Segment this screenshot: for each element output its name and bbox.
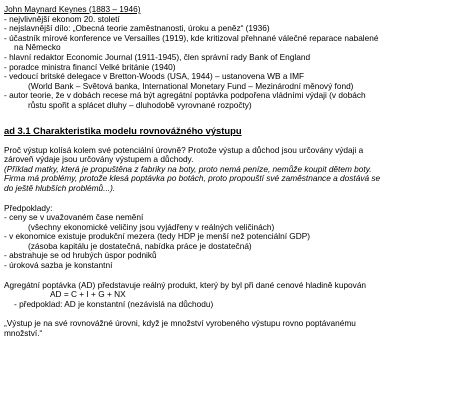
quote-line: „Výstup je na své rovnovážné úrovni, když je množství vyrobeného výstupu rovno poptávanému: [4, 319, 356, 329]
bio-line: - nejvlivnější ekonom 20. století: [4, 14, 120, 24]
assumptions-title: Předpoklady:: [4, 203, 53, 213]
intro-line: (Příklad matky, která je propuštěna z fabriky na boty, proto nemá peníze, nemůže koupit dětem boty.: [4, 164, 372, 174]
bio-line: na Německo: [14, 43, 61, 53]
assumption-line: (všechny ekonomické veličiny jsou vyjádřeny v reálných veličinách): [28, 222, 275, 232]
intro-line: Firma má problémy, protože klesá poptávka po botách, proto propouští své zaměstnance a dostává se: [4, 174, 381, 184]
assumptions-list: [4, 213, 455, 271]
bio-line: - hlavní redaktor Economic Journal (1911-1945), člen správní rady Bank of England: [4, 52, 311, 62]
definition-quote: [4, 319, 455, 338]
spacer: [4, 194, 455, 204]
bio-line: - autor teorie, že v dobách recese má být agregátní poptávka podpořena vládními výdaji (v dobách: [4, 91, 366, 101]
quote-line: množství.“: [4, 329, 43, 339]
intro-line: do ještě hlubších problémů...).: [4, 183, 116, 193]
bio-line: - účastník mírové konference ve Versailles (1919), kde kritizoval přehnané válečné reparace nabalené: [4, 33, 379, 43]
intro-paragraph: [4, 146, 455, 194]
spacer: [4, 271, 455, 281]
assumption-line: - abstrahuje se od hrubých úspor podniků: [4, 251, 157, 261]
spacer: [4, 111, 455, 123]
bio-line: - vedoucí britské delegace v Bretton-Woods (USA, 1944) – ustanovena WB a IMF: [4, 72, 305, 82]
bio-list: [4, 15, 455, 111]
spacer: [4, 136, 455, 146]
doc-title: John Maynard Keynes (1883 – 1946): [4, 5, 141, 14]
bio-line: - poradce ministra financí Velké británie (1940): [4, 62, 176, 72]
bio-line: - nejslavnější dílo: „Obecná teorie zaměstnanosti, úroku a peněz“ (1936): [4, 24, 270, 34]
assumption-line: - v ekonomice existuje produkční mezera (tedy HDP je menší než potenciální GDP): [4, 232, 311, 242]
intro-line: Proč výstup kolísá kolem své potenciální úrovně? Protože výstup a důchod jsou určovány výdaji a: [4, 145, 364, 155]
spacer: [4, 309, 455, 319]
assumption-line: - úroková sazba je konstantní: [4, 261, 113, 271]
bio-line: (World Bank – Světová banka, International Monetary Fund – Mezinárodní měnový fond): [28, 81, 354, 91]
intro-line: zároveň výdaje jsou určovány výstupem a důchody.: [4, 155, 194, 165]
ad-line: AD = C + I + G + NX: [50, 290, 126, 300]
aggregate-demand-section: [4, 281, 455, 310]
ad-line: - předpoklad: AD je konstantní (nezávislá na důchodu): [14, 299, 214, 309]
ad-line: Agregátní poptávka (AD) představuje reálný produkt, který by byl při dané cenové hladině kupován: [4, 280, 367, 290]
bio-line: růstu spořit a splácet dluhy – dluhodobě vyrovnané rozpočty): [28, 100, 252, 110]
assumption-line: (zásoba kapitálu je dostatečná, nabídka práce je dostatečná): [28, 241, 252, 251]
section-heading: ad 3.1 Charakteristika modelu rovnovážného výstupu: [4, 124, 242, 136]
assumption-line: - ceny se v uvažovaném čase nemění: [4, 213, 144, 223]
